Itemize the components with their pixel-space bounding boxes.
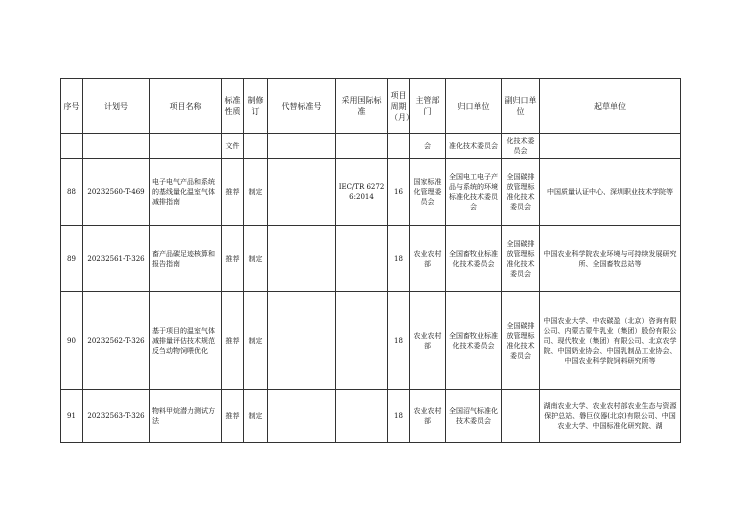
header-replace-std: 代替标准号	[268, 79, 336, 134]
table-row	[61, 159, 681, 226]
header-sub-belong-unit: 副归口单位	[502, 79, 540, 134]
cell-project-name: 物料甲烷潜力测试方法	[150, 390, 222, 443]
cell-plan-no: 20232562-T-326	[83, 292, 150, 390]
cell-period: 18	[388, 226, 410, 292]
cell-belong-unit: 全国沼气标准化技术委员会	[446, 390, 502, 443]
header-revise: 制修订	[244, 79, 268, 134]
cell-revise: 制定	[244, 159, 268, 226]
cell-plan-no: 20232563-T-326	[83, 390, 150, 443]
header-drafting-unit: 起草单位	[540, 79, 681, 134]
cell-drafting-unit: 中国农业科学院农业环境与可持续发展研究所、全国畜牧总站等	[540, 226, 681, 292]
header-plan-no: 计划号	[83, 79, 150, 134]
cell-belong-unit: 准化技术委员会	[446, 134, 502, 159]
cell-revise: 制定	[244, 390, 268, 443]
cell-empty	[61, 134, 83, 159]
header-dept: 主管部门	[410, 79, 446, 134]
cell-drafting-unit: 湖南农业大学、农业农村部农业生态与资源保护总站、磐巨仪器(北京)有限公司、中国农业大学、中国标准化研究院、湖	[540, 390, 681, 443]
cell-drafting-unit: 中国质量认证中心、深圳职业技术学院等	[540, 159, 681, 226]
header-belong-unit: 归口单位	[446, 79, 502, 134]
cell-std-nature: 推荐	[222, 390, 244, 443]
cell-std-nature: 推荐	[222, 226, 244, 292]
cell-dept: 国家标准化管理委员会	[410, 159, 446, 226]
cell-belong-unit: 全国畜牧业标准化技术委员会	[446, 292, 502, 390]
header-period: 项目周期（月）	[388, 79, 410, 134]
cell-period: 18	[388, 390, 410, 443]
cell-sub-belong-unit: 化技术委员会	[502, 134, 540, 159]
header-intl-std: 采用国际标准	[336, 79, 388, 134]
header-std-nature: 标准性质	[222, 79, 244, 134]
cell-replace-std	[268, 226, 336, 292]
cell-intl-std: IEC/TR 62726:2014	[336, 159, 388, 226]
cell-belong-unit: 全国畜牧业标准化技术委员会	[446, 226, 502, 292]
cell-empty	[336, 134, 388, 159]
cell-sub-belong-unit: 全国碳排放管理标准化技术委员会	[502, 226, 540, 292]
cell-std-nature: 推荐	[222, 292, 244, 390]
cell-intl-std	[336, 390, 388, 443]
cell-plan-no: 20232560-T-469	[83, 159, 150, 226]
cell-drafting-unit: 中国农业大学、中农碳盈（北京）咨询有限公司、内蒙古蒙牛乳业（集团）股份有限公司、现代牧业（集团）有限公司、北京农学院、中国奶业协会、中国乳制品工业协会、中国农业科学院饲料研究所等	[540, 292, 681, 390]
cell-seq: 88	[61, 159, 83, 226]
cell-seq: 91	[61, 390, 83, 443]
cell-seq: 89	[61, 226, 83, 292]
cell-empty	[150, 134, 222, 159]
cell-dept: 会	[410, 134, 446, 159]
cell-dept: 农业农村部	[410, 226, 446, 292]
cell-replace-std	[268, 390, 336, 443]
cell-revise: 制定	[244, 292, 268, 390]
cell-empty	[83, 134, 150, 159]
cell-empty	[540, 134, 681, 159]
cell-intl-std	[336, 292, 388, 390]
cell-period: 18	[388, 292, 410, 390]
cell-revise: 制定	[244, 226, 268, 292]
cell-period: 16	[388, 159, 410, 226]
cell-std-nature: 文件	[222, 134, 244, 159]
cell-replace-std	[268, 159, 336, 226]
cell-std-nature: 推荐	[222, 159, 244, 226]
cell-belong-unit: 全国电工电子产品与系统的环境标准化技术委员会	[446, 159, 502, 226]
cell-project-name: 畜产品碳足迹核算和报告指南	[150, 226, 222, 292]
cell-plan-no: 20232561-T-326	[83, 226, 150, 292]
cell-sub-belong-unit	[502, 390, 540, 443]
table-row	[61, 390, 681, 443]
cell-sub-belong-unit: 全国碳排放管理标准化技术委员会	[502, 159, 540, 226]
cell-dept: 农业农村部	[410, 292, 446, 390]
cell-dept: 农业农村部	[410, 390, 446, 443]
table-row	[61, 292, 681, 390]
cell-project-name: 基于项目的温室气体减排量评估技术规范 反刍动物饲喂优化	[150, 292, 222, 390]
header-seq: 序号	[61, 79, 83, 134]
standards-plan-table	[60, 78, 681, 443]
cell-sub-belong-unit: 全国碳排放管理标准化技术委员会	[502, 292, 540, 390]
table-row-continuation	[61, 134, 681, 159]
cell-intl-std	[336, 226, 388, 292]
header-project-name: 项目名称	[150, 79, 222, 134]
cell-empty	[388, 134, 410, 159]
table-header-row	[61, 79, 681, 134]
cell-project-name: 电子电气产品和系统的基线量化温室气体减排指南	[150, 159, 222, 226]
table-row	[61, 226, 681, 292]
cell-replace-std	[268, 292, 336, 390]
cell-empty	[268, 134, 336, 159]
cell-seq: 90	[61, 292, 83, 390]
cell-empty	[244, 134, 268, 159]
